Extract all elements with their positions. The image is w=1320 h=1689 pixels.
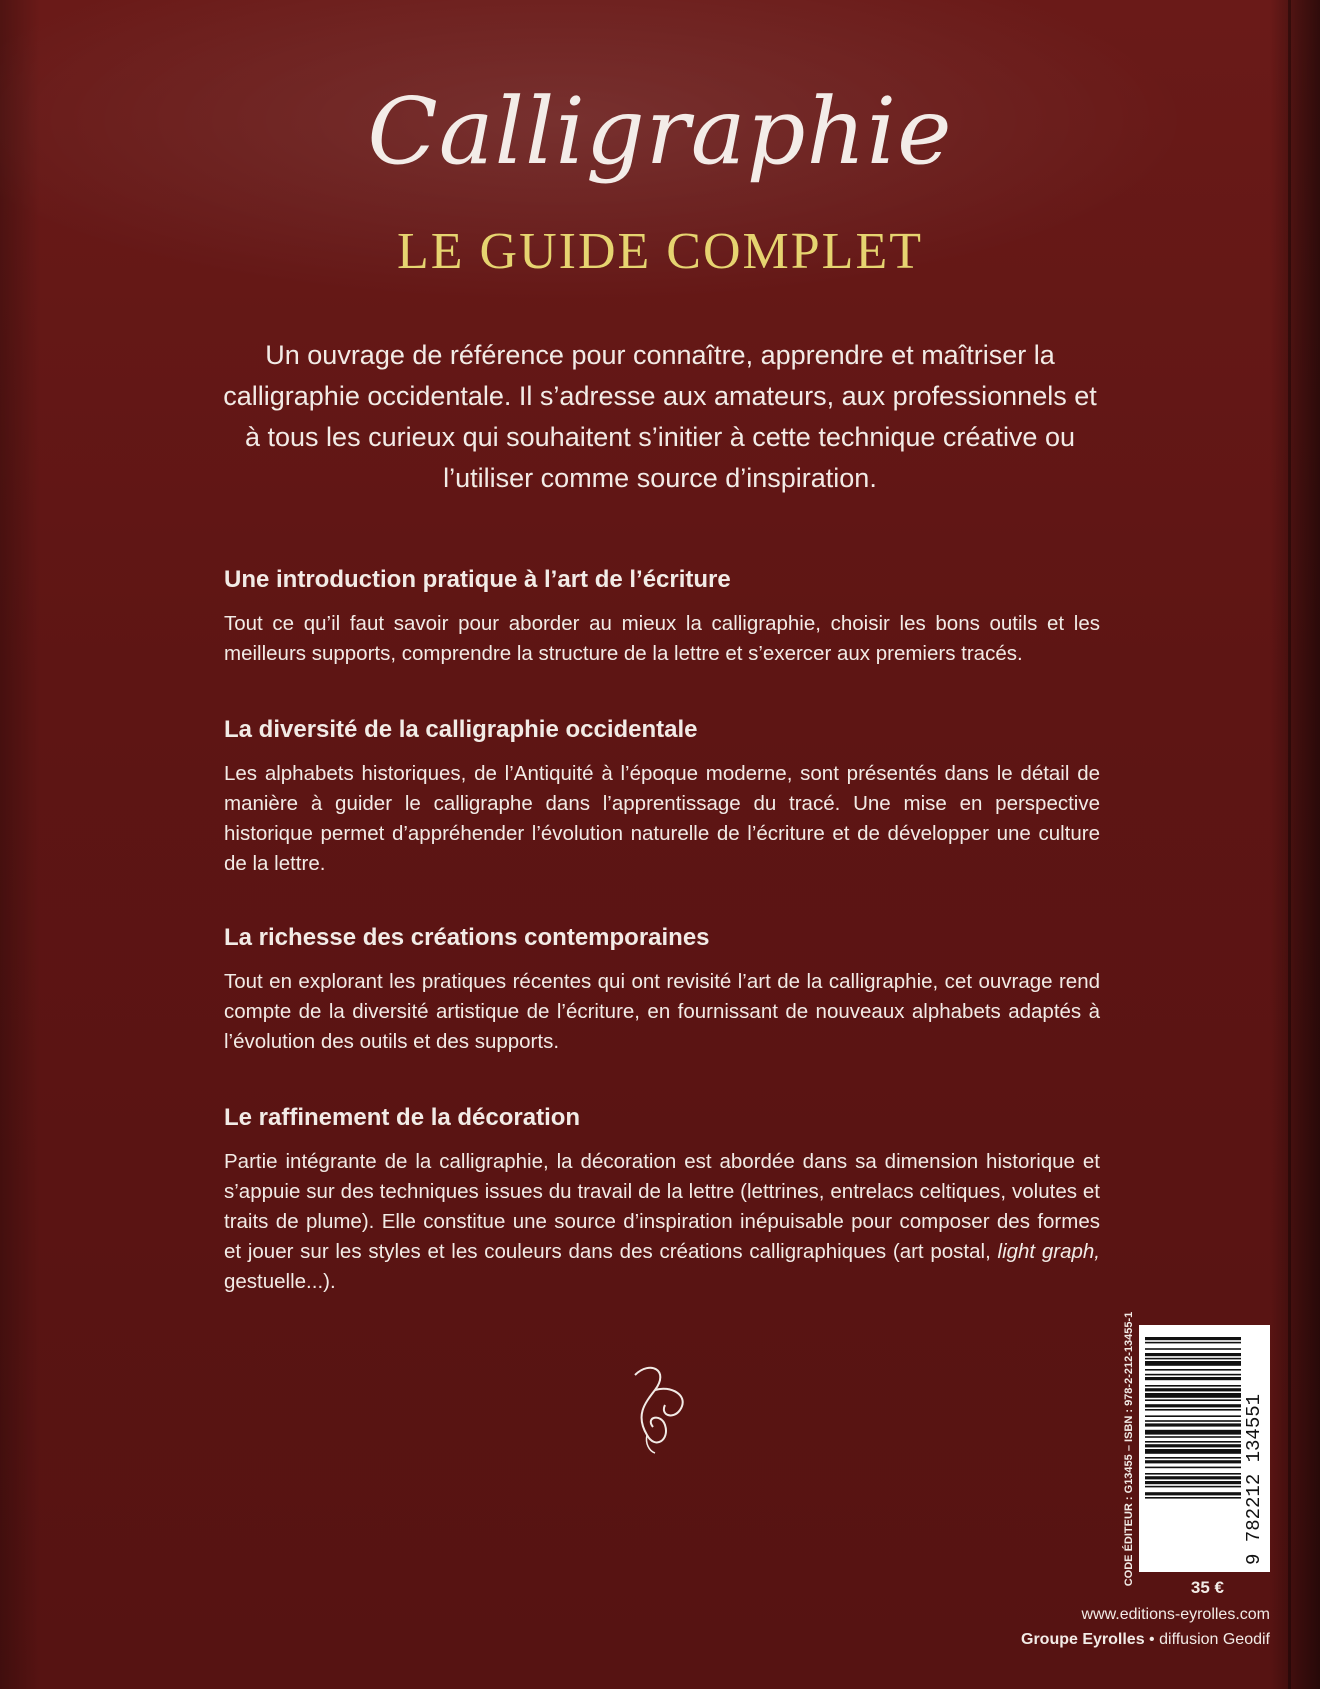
barcode-bar [1145,1348,1241,1350]
section-heading: Le raffinement de la décoration [224,1104,581,1131]
publisher-website: www.editions-eyrolles.com [1081,1606,1270,1623]
flourish-ornament-icon [625,1355,695,1455]
barcode-bar [1145,1377,1241,1380]
barcode-bar [1145,1473,1241,1475]
publisher-name: Groupe Eyrolles [1021,1631,1145,1648]
barcode-bar [1145,1369,1241,1371]
publisher-line [900,1631,1270,1649]
barcode-bar [1145,1337,1241,1340]
barcode-bar [1145,1492,1241,1495]
barcode-bar [1145,1358,1241,1360]
section-body: Les alphabets historiques, de l’Antiquité à l’époque moderne, sont présentés dans le détail de manière à guider le calligraphe dans l’apprentissage du tracé. Une mise en perspective historique permet d’appréhender l’évolution naturelle de l’écriture et de développer une culture de la lettre. [224,762,1100,875]
book-title: Calligraphie [367,78,953,185]
isbn-text: CODE ÉDITEUR : G13455 – ISBN : 978-2-212-13455-1 [1123,1311,1135,1587]
book-subtitle: LE GUIDE COMPLET [397,223,923,280]
barcode-bar [1145,1497,1241,1499]
section-heading: La richesse des créations contemporaines [224,924,710,951]
barcode-bar [1145,1430,1241,1435]
barcode-bar [1145,1342,1241,1344]
barcode-bar [1145,1388,1241,1391]
barcode-bar [1145,1415,1241,1417]
section-body: Tout ce qu’il faut savoir pour aborder au mieux la calligraphie, choisir les bons outils et les meilleurs supports, comprendre la structure de la lettre et s’exercer aux premiers tracés. [224,612,1100,665]
barcode-bar [1145,1409,1241,1411]
separator: • [1149,1631,1155,1648]
section-body: Tout en explorant les pratiques récentes qui ont revisité l’art de la calligraphie, cet ouvrage rend compte de la diversité artistique de l’écriture, en fournissant de nouveaux alphabets adaptés à l’évolution des outils et des supports. [224,970,1100,1053]
barcode-bar [1145,1374,1241,1376]
distribution: diffusion Geodif [1159,1631,1270,1648]
barcode-bar [1145,1467,1241,1469]
barcode-bar [1145,1444,1241,1447]
barcode-bar [1145,1476,1241,1479]
barcode-bar [1145,1457,1241,1459]
barcode-bar [1145,1460,1241,1463]
barcode-bar [1145,1385,1241,1387]
barcode-bar [1145,1423,1241,1426]
barcode-bar [1145,1486,1241,1488]
barcode-digits: 9 782212 134551 [1243,1393,1265,1565]
barcode-bar [1145,1393,1241,1398]
barcode-icon [1139,1325,1270,1572]
barcode-bar [1145,1436,1241,1438]
price: 35 € [1190,1578,1224,1597]
barcode-bar [1145,1481,1241,1484]
publisher-code-isbn [1120,1311,1138,1587]
section-raffinement [224,1103,1100,1297]
section-introduction [224,565,1100,669]
barcode [1139,1325,1270,1572]
section-heading: Une introduction pratique à l’art de l’écriture [224,566,731,593]
section-body [224,1147,1100,1297]
barcode-bar [1145,1353,1241,1356]
section-body-text-end: gestuelle...). [224,1270,336,1293]
section-richesse [224,923,1100,1057]
intro-paragraph: Un ouvrage de référence pour connaître, apprendre et maîtriser la calligraphie occidentale. Il s’adresse aux amateurs, aux professionnels et à tous les curieux qui souhaitent s’initier à cette technique créative ou l’utiliser comme source d’inspiration. [223,340,1097,493]
barcode-bar [1145,1420,1241,1422]
barcode-bar [1145,1404,1241,1407]
section-body-italic: light graph, [997,1240,1100,1263]
barcode-bar [1145,1361,1241,1366]
barcode-bar [1145,1399,1241,1401]
section-heading: La diversité de la calligraphie occidentale [224,716,698,743]
barcode-bar [1145,1449,1241,1454]
barcode-bar [1145,1441,1241,1443]
barcode-area [1120,1311,1270,1587]
section-body-text: Partie intégrante de la calligraphie, la décoration est abordée dans sa dimension historique et s’appuie sur des techniques issues du travail de la lettre (lettrines, entrelacs celtiques, volutes et traits de plume). Elle constitue une source d’inspiration inépuisable pour composer des formes et jouer sur les styles et les couleurs dans des créations calligraphiques (art postal, [224,1150,1100,1263]
section-diversite [224,715,1100,879]
